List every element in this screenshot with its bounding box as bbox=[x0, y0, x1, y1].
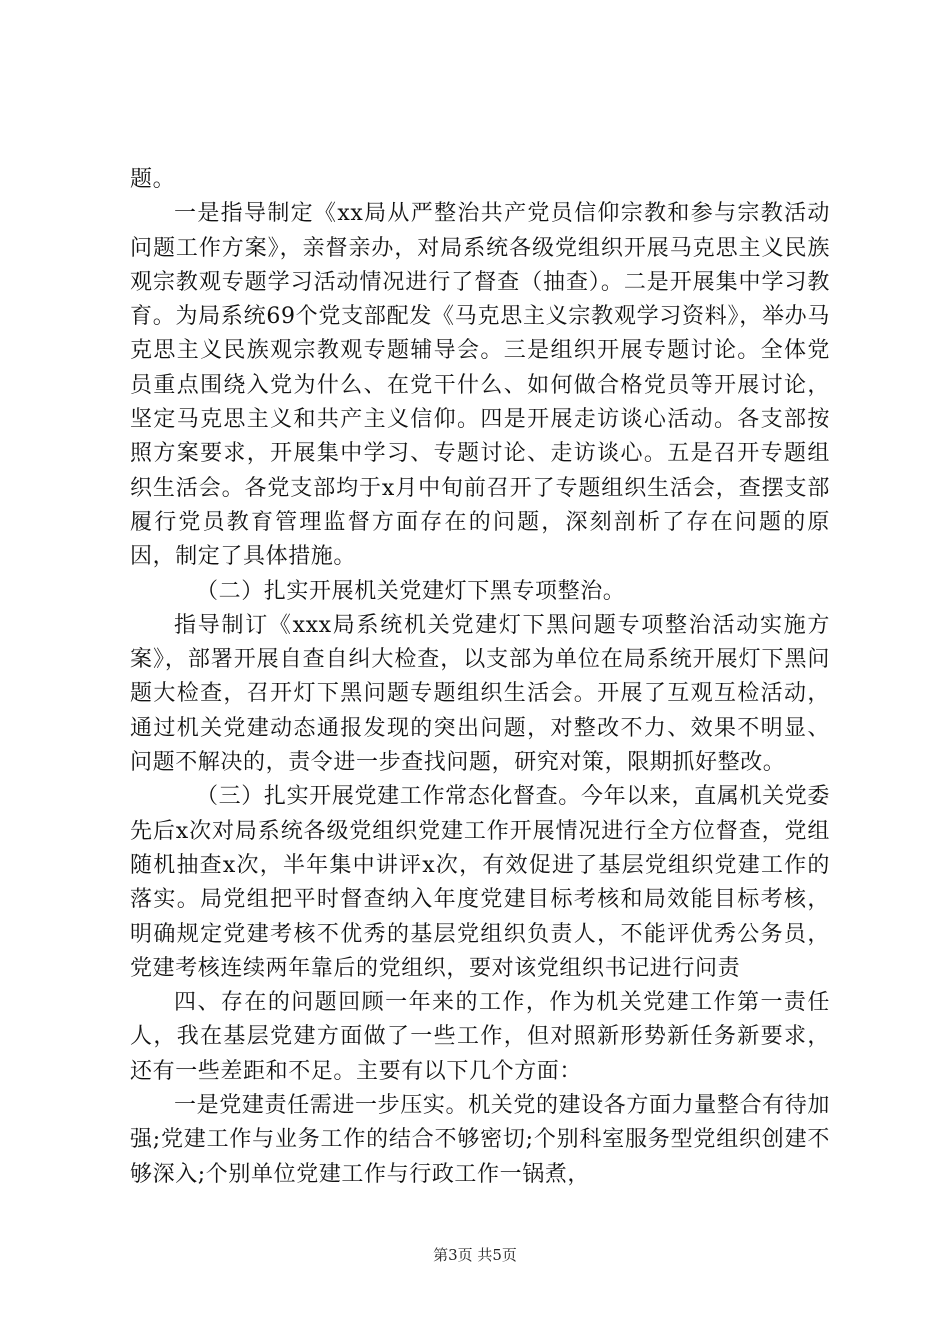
paragraph-continuation: 题。 bbox=[130, 167, 176, 192]
paragraph-rectification-plan: 指导制订《xxx局系统机关党建灯下黑问题专项整治活动实施方案》，部署开展自查自纠大检查，以支部为单位在局系统开展灯下黑问题大检查，召开灯下黑问题专题组织生活会。开展了互观互检活动，通过机关党建动态通报发现的突出问题，对整改不力、效果不明显、问题不解决的，责令进一步查找问题，研究对策，限期抓好整改。 bbox=[130, 612, 830, 776]
page-number-footer: 第3页 共5页 bbox=[433, 1246, 517, 1264]
section-heading-2: （二）扎实开展机关党建灯下黑专项整治。 bbox=[196, 578, 626, 604]
paragraph-study-measures: 一是指导制定《xx局从严整治共产党员信仰宗教和参与宗教活动问题工作方案》，亲督亲办，对局系统各级党组织开展马克思主义民族观宗教观专题学习活动情况进行了督查（抽查）。二是开展集中学习教育。为局系统69个党支部配发《马克思主义宗教观学习资料》，举办马克思主义民族观宗教观专题辅导会。三是组织开展专题讨论。全体党员重点围绕入党为什么、在党干什么、如何做合格党员等开展讨论，坚定马克思主义和共产主义信仰。四是开展走访谈心活动。各支部按照方案要求，开展集中学习、专题讨论、走访谈心。五是召开专题组织生活会。各党支部均于x月中旬前召开了专题组织生活会，查摆支部履行党员教育管理监督方面存在的问题，深刻剖析了存在问题的原因，制定了具体措施。 bbox=[130, 201, 830, 570]
paragraph-responsibility: 一是党建责任需进一步压实。机关党的建设各方面力量整合有待加强;党建工作与业务工作的结合不够密切;个别科室服务型党组织创建不够深入;个别单位党建工作与行政工作一锅煮， bbox=[130, 1093, 830, 1187]
section-heading-3-paragraph: （三）扎实开展党建工作常态化督查。今年以来，直属机关党委先后x次对局系统各级党组织党建工作开展情况进行全方位督查，党组随机抽查x次，半年集中讲评x次，有效促进了基层党组织党建工作的落实。局党组把平时督查纳入年度党建目标考核和局效能目标考核，明确规定党建考核不优秀的基层党组织负责人，不能评优秀公务员，党建考核连续两年靠后的党组织，要对该党组织书记进行问责 bbox=[130, 784, 830, 981]
document-body bbox=[130, 163, 830, 1192]
paragraph-existing-problems: 四、存在的问题回顾一年来的工作，作为机关党建工作第一责任人，我在基层党建方面做了一些工作，但对照新形势新任务新要求，还有一些差距和不足。主要有以下几个方面： bbox=[130, 990, 830, 1084]
